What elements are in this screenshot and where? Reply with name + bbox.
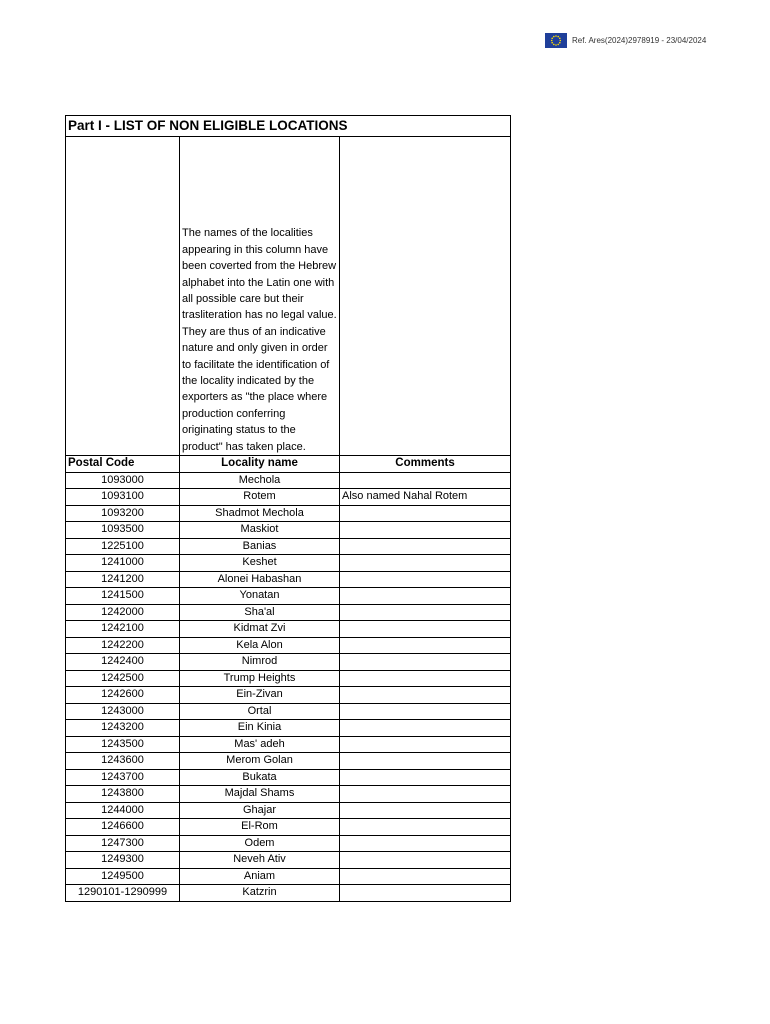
- comment-cell: [340, 835, 511, 852]
- table-row: [66, 505, 511, 522]
- comment-cell: [340, 786, 511, 803]
- table-row: [66, 687, 511, 704]
- locality-name-header: Locality name: [180, 456, 340, 473]
- non-eligible-locations-table: [65, 115, 511, 902]
- locality-name-cell: Ghajar: [180, 802, 340, 819]
- eu-flag-icon: [545, 33, 567, 48]
- table-row: [66, 852, 511, 869]
- comment-cell: [340, 753, 511, 770]
- postal-code-cell: 1242100: [66, 621, 180, 638]
- table-row: [66, 654, 511, 671]
- table-row: [66, 538, 511, 555]
- postal-code-cell: 1241500: [66, 588, 180, 605]
- comment-cell: [340, 571, 511, 588]
- note-row: [66, 137, 511, 456]
- locality-name-cell: Trump Heights: [180, 670, 340, 687]
- postal-code-cell: 1249500: [66, 868, 180, 885]
- postal-code-cell: 1241000: [66, 555, 180, 572]
- locality-name-cell: Kela Alon: [180, 637, 340, 654]
- postal-code-cell: 1242200: [66, 637, 180, 654]
- comment-cell: [340, 522, 511, 539]
- comment-cell: [340, 472, 511, 489]
- table-row: [66, 753, 511, 770]
- postal-code-cell: 1093500: [66, 522, 180, 539]
- locality-name-cell: Maskiot: [180, 522, 340, 539]
- locality-name-cell: Banias: [180, 538, 340, 555]
- postal-code-cell: 1246600: [66, 819, 180, 836]
- table-row: [66, 736, 511, 753]
- comment-cell: [340, 687, 511, 704]
- locality-name-cell: Ein-Zivan: [180, 687, 340, 704]
- locality-name-cell: Yonatan: [180, 588, 340, 605]
- postal-code-cell: 1243500: [66, 736, 180, 753]
- table-row: [66, 802, 511, 819]
- locality-name-cell: Merom Golan: [180, 753, 340, 770]
- postal-code-cell: 1093100: [66, 489, 180, 506]
- locality-name-cell: Neveh Ativ: [180, 852, 340, 869]
- postal-code-cell: 1242400: [66, 654, 180, 671]
- comment-cell: [340, 868, 511, 885]
- postal-code-cell: 1247300: [66, 835, 180, 852]
- comment-cell: [340, 538, 511, 555]
- locality-name-cell: Majdal Shams: [180, 786, 340, 803]
- comment-cell: [340, 555, 511, 572]
- table-row: [66, 835, 511, 852]
- comment-cell: [340, 802, 511, 819]
- document-title: Part I - LIST OF NON ELIGIBLE LOCATIONS: [66, 116, 511, 137]
- locality-name-cell: Keshet: [180, 555, 340, 572]
- locality-name-cell: Kidmat Zvi: [180, 621, 340, 638]
- reference-number: Ref. Ares(2024)2978919 - 23/04/2024: [572, 36, 707, 45]
- comment-cell: [340, 769, 511, 786]
- comment-cell: Also named Nahal Rotem: [340, 489, 511, 506]
- table-row: [66, 819, 511, 836]
- table-row: [66, 555, 511, 572]
- reference-stamp: [545, 33, 706, 48]
- locality-name-cell: Katzrin: [180, 885, 340, 902]
- postal-code-cell: 1225100: [66, 538, 180, 555]
- table-row: [66, 571, 511, 588]
- comment-cell: [340, 670, 511, 687]
- table-row: [66, 670, 511, 687]
- postal-code-cell: 1243800: [66, 786, 180, 803]
- postal-code-cell: 1249300: [66, 852, 180, 869]
- table-row: [66, 522, 511, 539]
- locality-name-cell: Bukata: [180, 769, 340, 786]
- table-row: [66, 703, 511, 720]
- postal-code-cell: 1093200: [66, 505, 180, 522]
- table-row: [66, 885, 511, 902]
- postal-code-cell: 1243600: [66, 753, 180, 770]
- locality-name-cell: Ortal: [180, 703, 340, 720]
- locality-name-cell: Ein Kinia: [180, 720, 340, 737]
- comment-cell: [340, 604, 511, 621]
- locality-name-cell: Nimrod: [180, 654, 340, 671]
- transliteration-note: The names of the localities appearing in this column have been coverted from the Hebrew alphabet into the Latin one with all possible care but their trasliteration has no legal value. They are thus of an indicative nature and only given in order to facilitate the identification of the locality indicated by the exporters as "the place where production conferring originating status to the product" has taken place.: [180, 137, 340, 456]
- comment-cell: [340, 588, 511, 605]
- locality-name-cell: Mechola: [180, 472, 340, 489]
- table-row: [66, 621, 511, 638]
- locality-name-cell: Alonei Habashan: [180, 571, 340, 588]
- comment-cell: [340, 621, 511, 638]
- comments-header: Comments: [340, 456, 511, 473]
- locality-name-cell: Aniam: [180, 868, 340, 885]
- postal-code-cell: 1242500: [66, 670, 180, 687]
- comment-cell: [340, 819, 511, 836]
- locality-name-cell: Sha'al: [180, 604, 340, 621]
- locality-name-cell: Shadmot Mechola: [180, 505, 340, 522]
- postal-code-cell: 1242600: [66, 687, 180, 704]
- table-row: [66, 868, 511, 885]
- table-row: [66, 637, 511, 654]
- comment-cell: [340, 852, 511, 869]
- comment-cell: [340, 637, 511, 654]
- postal-code-cell: 1244000: [66, 802, 180, 819]
- table-row: [66, 720, 511, 737]
- locality-name-cell: Odem: [180, 835, 340, 852]
- postal-code-cell: 1241200: [66, 571, 180, 588]
- postal-code-header: Postal Code: [66, 456, 180, 473]
- table-row: [66, 769, 511, 786]
- postal-code-cell: 1243200: [66, 720, 180, 737]
- locality-name-cell: Rotem: [180, 489, 340, 506]
- postal-code-cell: 1290101-1290999: [66, 885, 180, 902]
- postal-code-cell: 1093000: [66, 472, 180, 489]
- locality-name-cell: El-Rom: [180, 819, 340, 836]
- comment-cell: [340, 736, 511, 753]
- comment-cell: [340, 720, 511, 737]
- title-row: [66, 116, 511, 137]
- postal-code-cell: 1243000: [66, 703, 180, 720]
- note-empty-cell: [66, 137, 180, 456]
- table-row: [66, 472, 511, 489]
- table-row: [66, 604, 511, 621]
- table-row: [66, 489, 511, 506]
- table-row: [66, 786, 511, 803]
- comment-cell: [340, 885, 511, 902]
- comment-cell: [340, 654, 511, 671]
- header-row: [66, 456, 511, 473]
- locality-name-cell: Mas' adeh: [180, 736, 340, 753]
- comment-cell: [340, 703, 511, 720]
- comment-cell: [340, 505, 511, 522]
- note-empty-cell: [340, 137, 511, 456]
- postal-code-cell: 1243700: [66, 769, 180, 786]
- postal-code-cell: 1242000: [66, 604, 180, 621]
- table-row: [66, 588, 511, 605]
